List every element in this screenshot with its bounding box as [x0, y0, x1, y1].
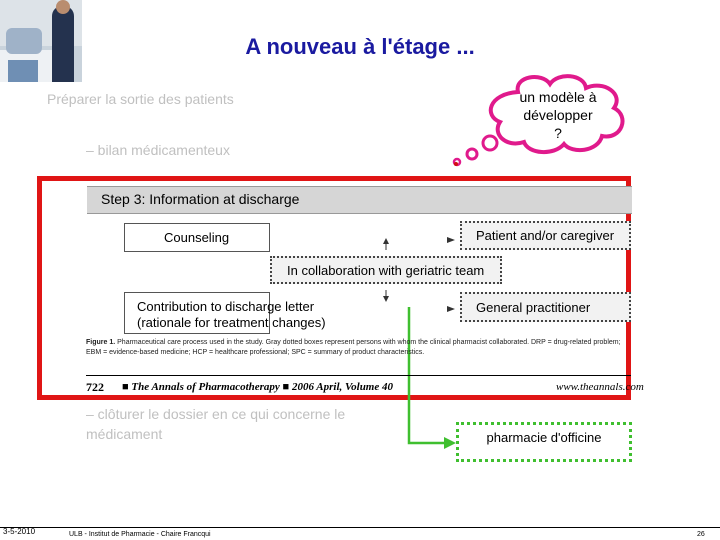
pharmacy-label: pharmacie d'officine	[486, 430, 602, 445]
step-header: Step 3: Information at discharge	[101, 191, 300, 207]
journal-website: www.theannals.com	[556, 381, 644, 393]
callout-line-1: un modèle à	[519, 89, 597, 105]
callout-line-3: ?	[554, 125, 562, 141]
slide-subtitle: Préparer la sortie des patients	[47, 91, 234, 107]
caption-text: Pharmaceutical care process used in the study. Gray dotted boxes represent persons with whom the clinical pharmacist collaborated. DRP = drug-related problem; EBM = evidence-based medicine; HCP = healthcare professional; SPC = summary of product characteristics.	[86, 339, 621, 356]
bullet-cloturer: – clôturer le dossier en ce qui concerne le médicament	[86, 406, 346, 442]
slide-title: A nouveau à l'étage ...	[245, 34, 475, 59]
figure-caption	[86, 338, 631, 358]
footer-date: 3-5-2010	[3, 527, 36, 536]
right-arrow-icon	[447, 237, 455, 243]
right-arrow-icon-2	[447, 306, 455, 312]
bullet-bilan: – bilan médicamenteux	[86, 142, 230, 158]
footer-rule	[0, 527, 720, 528]
red-dot	[454, 162, 458, 166]
caption-label: Figure 1.	[86, 339, 116, 346]
discharge-line-2: (rationale for treatment changes)	[137, 315, 326, 330]
green-arrow-icon	[444, 437, 456, 449]
footer-page-number: 26	[697, 531, 705, 538]
up-arrow-icon	[383, 238, 389, 244]
journal-page: 722	[86, 380, 104, 394]
footer-institution: ULB - Institut de Pharmacie - Chaire Francqui	[69, 531, 211, 538]
counseling-label: Counseling	[164, 230, 230, 245]
gp-label: General practitioner	[476, 300, 591, 315]
journal-title: ■ The Annals of Pharmacotherapy ■ 2006 April, Volume 40	[122, 381, 393, 393]
callout-line-2: développer	[523, 107, 593, 123]
geriatric-team-label: In collaboration with geriatric team	[287, 263, 485, 278]
down-arrow-icon	[383, 296, 389, 302]
discharge-line-1: Contribution to discharge letter	[137, 299, 315, 314]
patient-caregiver-label: Patient and/or caregiver	[476, 228, 615, 243]
